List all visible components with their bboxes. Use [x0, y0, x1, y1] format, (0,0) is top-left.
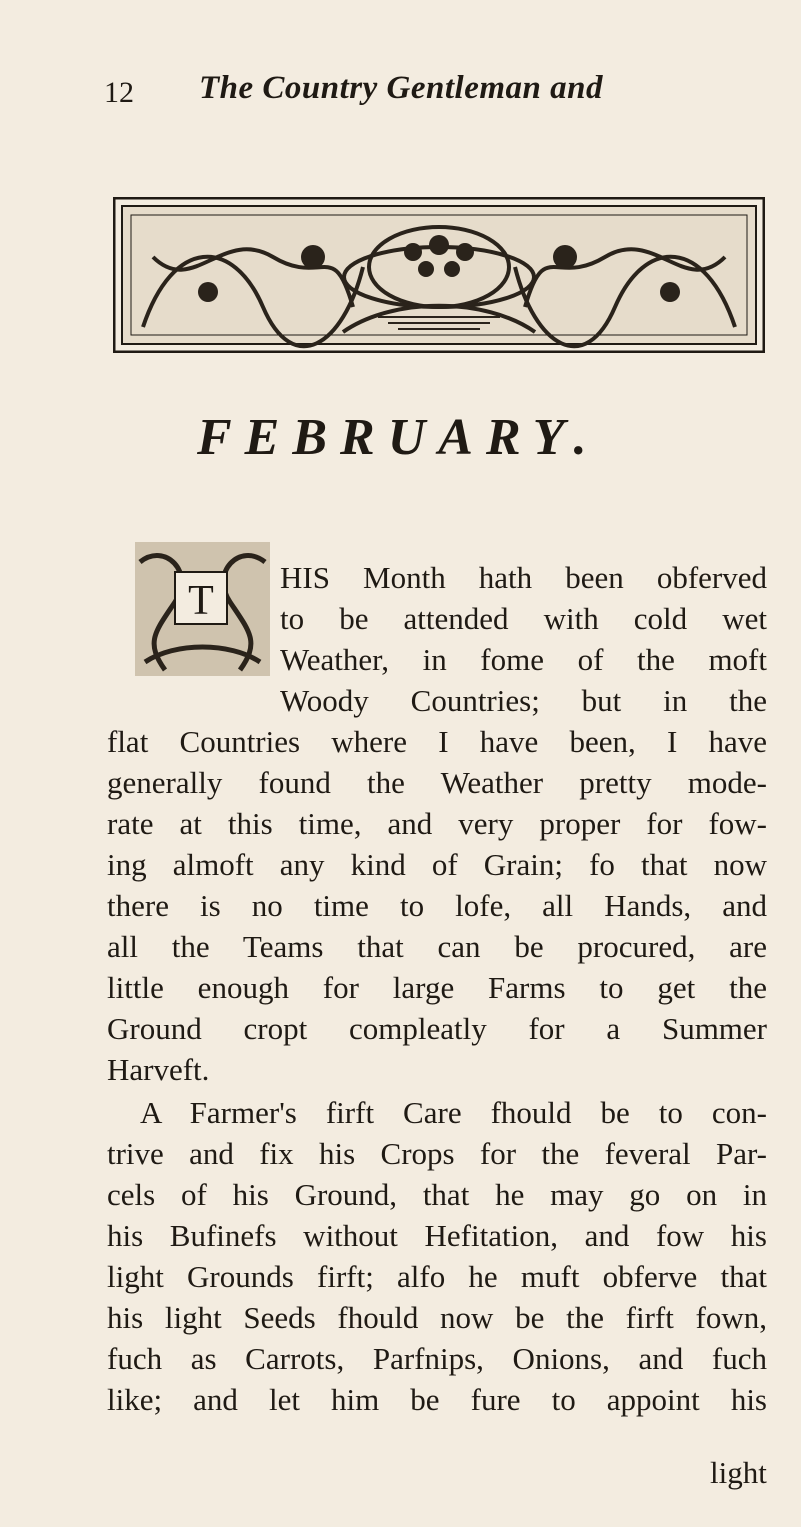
text-line: his Bufinefs without Hefitation, and fow his	[107, 1218, 767, 1253]
drop-cap-letter: T	[188, 578, 214, 624]
text-line: ing almoft any kind of Grain; fo that now	[107, 847, 767, 882]
text-line: flat Countries where I have been, I have	[107, 724, 767, 759]
text-line: cels of his Ground, that he may go on in	[107, 1177, 767, 1212]
text-line: all the Teams that can be procured, are	[107, 929, 767, 964]
section-title: FEBRUARY.	[197, 409, 600, 466]
text-line: A Farmer's firft Care fhould be to con-	[140, 1095, 767, 1130]
text-line: to be attended with cold wet	[280, 601, 767, 636]
decorated-drop-cap	[135, 542, 270, 676]
text-line: Weather, in fome of the moft	[280, 642, 767, 677]
text-line: like; and let him be fure to appoint his	[107, 1382, 767, 1417]
text-line: rate at this time, and very proper for fow-	[107, 806, 767, 841]
text-line: Ground cropt compleatly for a Summer	[107, 1011, 767, 1046]
page-number: 12	[104, 76, 134, 109]
text-line: little enough for large Farms to get the	[107, 970, 767, 1005]
text-line: HIS Month hath been obferved	[280, 560, 767, 595]
text-line: fuch as Carrots, Parfnips, Onions, and fuch	[107, 1341, 767, 1376]
text-line: his light Seeds fhould now be the firft fown,	[107, 1300, 767, 1335]
text-line: trive and fix his Crops for the feveral Par-	[107, 1136, 767, 1171]
catchword: light	[710, 1455, 767, 1490]
text-line: there is no time to lofe, all Hands, and	[107, 888, 767, 923]
text-line: Woody Countries; but in the	[280, 683, 767, 718]
ornamental-headpiece	[113, 197, 765, 353]
text-line: generally found the Weather pretty mode-	[107, 765, 767, 800]
text-line: light Grounds firft; alfo he muft obferve that	[107, 1259, 767, 1294]
running-title: The Country Gentleman and	[199, 70, 603, 106]
running-head	[104, 70, 724, 120]
text-line: Harveft.	[107, 1052, 210, 1087]
